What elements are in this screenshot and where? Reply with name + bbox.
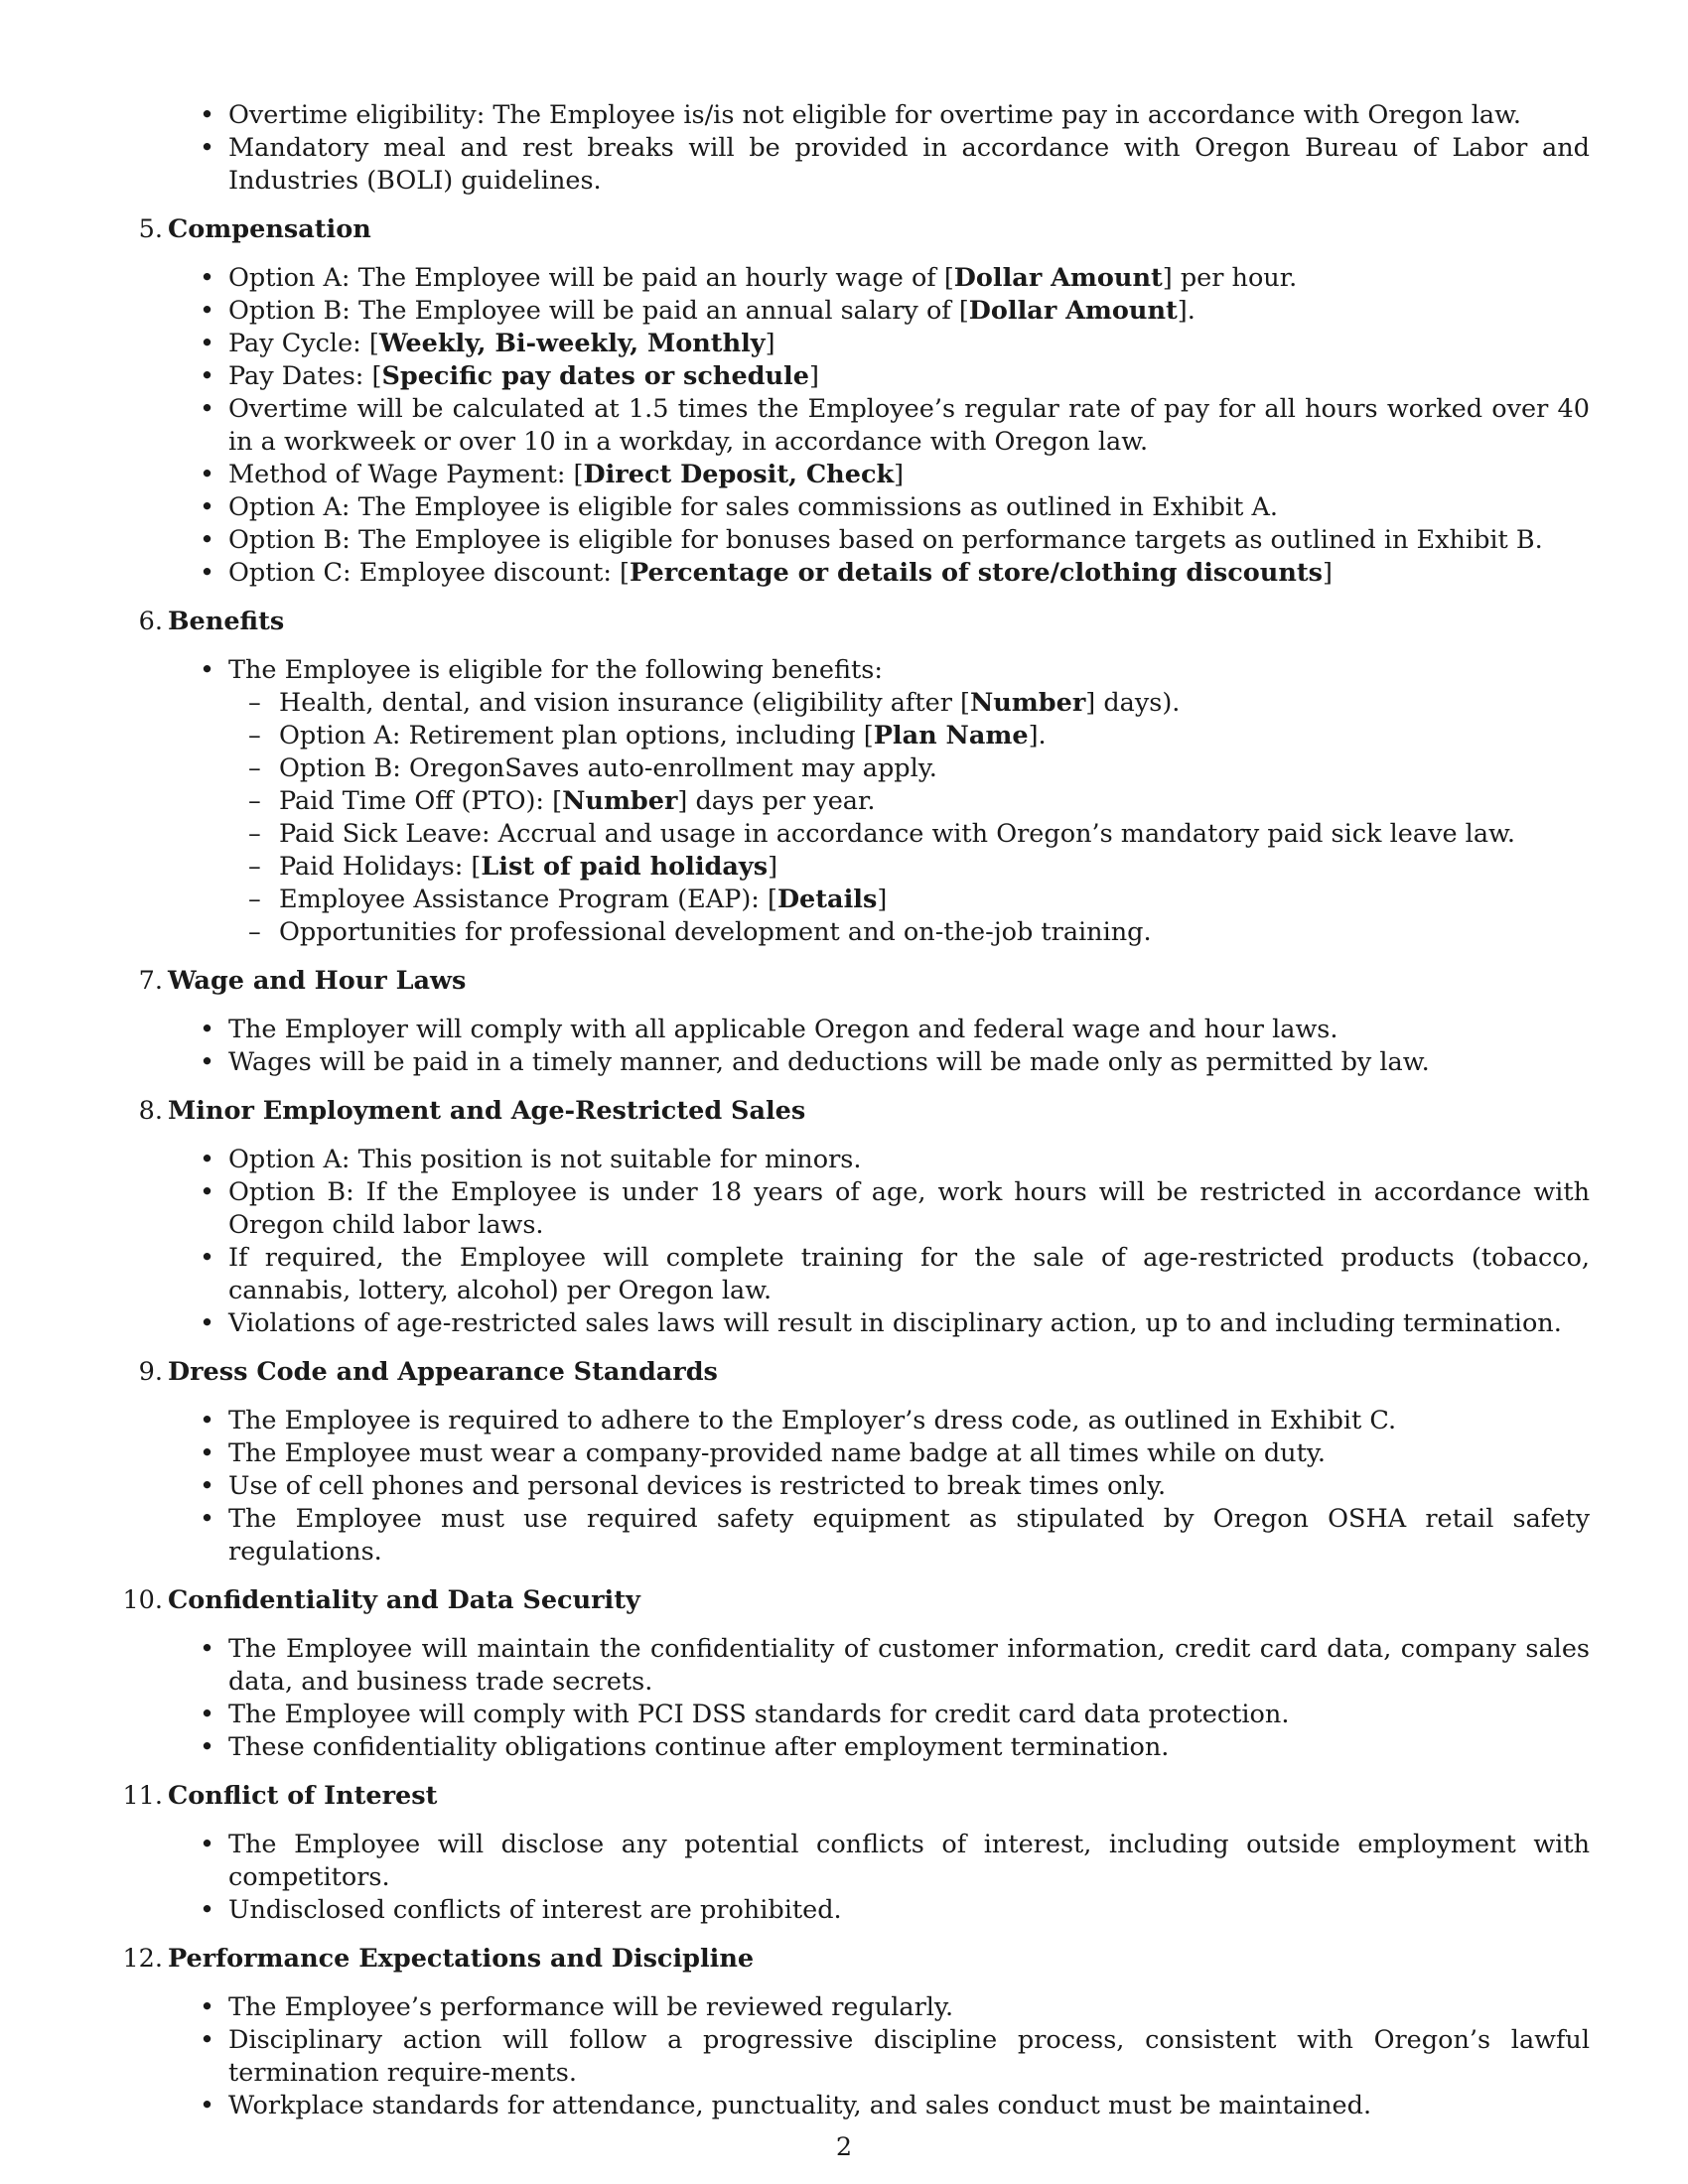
bullet-icon: • xyxy=(200,1992,215,2022)
section-list xyxy=(168,262,1590,590)
bullet-icon: • xyxy=(200,1406,215,1435)
section-heading xyxy=(138,606,1590,638)
bullet-icon: • xyxy=(200,1438,215,1468)
list-item: • The Employee will comply with PCI DSS standards for credit card data protection. xyxy=(200,1700,1290,1729)
bullet-icon: • xyxy=(200,2091,215,2120)
section-number: 8. xyxy=(138,1096,163,1126)
sublist-item: – Option A: Retirement plan options, including [Plan Name]. xyxy=(248,721,1047,751)
list-item: • The Employee must use required safety equipment as stipulated by Oregon OSHA retail safety regulations. xyxy=(200,1504,1590,1567)
benefits-sublist xyxy=(228,687,1590,949)
section-heading xyxy=(138,965,1590,998)
section-number: 9. xyxy=(138,1357,163,1387)
section-confidentiality xyxy=(122,1584,1590,1764)
dash-icon: – xyxy=(248,819,261,849)
bullet-icon: • xyxy=(200,2025,215,2055)
list-item: • The Employee will maintain the confidentiality of customer information, credit card data, company sales data, and business trade secrets. xyxy=(200,1634,1590,1697)
list-item: • The Employee is eligible for the following benefits: – Health, dental, and vision insurance (eligibility after [Number] days). – Option A: Retirement plan options, including [Plan Name]. – Option B: OregonSaves auto-enrollment may apply. – Paid Time Off (PTO): [Number] days per year. – Paid Sick Leave: Accrual and usage in accordance with Oregon’s mandatory paid sick leave law. – Paid Holidays: [List of paid holidays] – Employee Assistance Program (EAP): [Details] – Opportunities for professional development and on-the-job training. xyxy=(168,654,1590,949)
list-item: • Pay Dates: [Specific pay dates or schedule] xyxy=(200,361,819,391)
section-list xyxy=(168,1633,1590,1764)
section-heading xyxy=(138,1356,1590,1389)
dash-icon: – xyxy=(248,753,261,783)
bullet-icon: • xyxy=(200,100,215,130)
list-item: • The Employee is required to adhere to the Employer’s dress code, as outlined in Exhibit C. xyxy=(200,1406,1397,1435)
section-number: 6. xyxy=(138,607,163,636)
section-minor-employment xyxy=(138,1095,1590,1340)
page-number: 2 xyxy=(835,2132,853,2162)
dash-icon: – xyxy=(248,917,261,947)
list-item: • The Employee will disclose any potential conflicts of interest, including outside employment with competitors. xyxy=(200,1830,1590,1892)
list-item: • Wages will be paid in a timely manner, and deductions will be made only as permitted by law. xyxy=(200,1047,1430,1077)
bullet-icon: • xyxy=(200,1047,215,1077)
list-item: • If required, the Employee will complete training for the sale of age-restricted products (tobacco, cannabis, lottery, alcohol) per Oregon law. xyxy=(200,1243,1590,1305)
section-title: Conflict of Interest xyxy=(168,1781,438,1811)
sublist-item: – Paid Sick Leave: Accrual and usage in accordance with Oregon’s mandatory paid sick leave law. xyxy=(248,819,1515,849)
sublist-item: – Paid Time Off (PTO): [Number] days per year. xyxy=(248,786,876,816)
list-item xyxy=(168,132,1590,198)
list-item: • Disciplinary action will follow a progressive discipline process, consistent with Oregon’s lawful termination require-ments. xyxy=(200,2025,1590,2088)
document-body xyxy=(122,99,1590,2122)
dash-icon: – xyxy=(248,688,261,718)
section-title: Performance Expectations and Discipline xyxy=(168,1944,755,1974)
list-item: • These confidentiality obligations continue after employment termination. xyxy=(200,1732,1170,1762)
sublist-item: – Paid Holidays: [List of paid holidays] xyxy=(248,852,778,882)
list-item: • Undisclosed conflicts of interest are prohibited. xyxy=(200,1895,842,1925)
section-title: Compensation xyxy=(168,214,371,244)
item-text: Overtime eligibility: The Employee is/is not eligible for overtime pay in accordance with Oregon law. xyxy=(228,100,1521,130)
section-title: Wage and Hour Laws xyxy=(168,966,467,996)
list-item: • Workplace standards for attendance, punctuality, and sales conduct must be maintained. xyxy=(200,2091,1372,2120)
bullet-icon: • xyxy=(200,1015,215,1044)
list-item xyxy=(168,99,1590,132)
bullet-icon: • xyxy=(200,329,215,358)
section-title: Benefits xyxy=(168,607,285,636)
dash-icon: – xyxy=(248,721,261,751)
section-list xyxy=(168,654,1590,949)
list-item: • Violations of age-restricted sales laws will result in disciplinary action, up to and including termination. xyxy=(200,1308,1562,1338)
section-compensation xyxy=(138,213,1590,590)
section-list xyxy=(168,1829,1590,1927)
section-title: Confidentiality and Data Security xyxy=(168,1585,640,1615)
section-wage-and-hour xyxy=(138,965,1590,1079)
bullet-icon: • xyxy=(200,1634,215,1664)
intro-list xyxy=(168,99,1590,198)
section-number: 7. xyxy=(138,966,163,996)
list-item: • Option B: If the Employee is under 18 years of age, work hours will be restricted in accordance with Oregon child labor laws. xyxy=(200,1177,1590,1240)
bullet-icon: • xyxy=(200,460,215,489)
bullet-icon: • xyxy=(200,1308,215,1338)
bullet-icon: • xyxy=(200,1243,215,1273)
list-item: • The Employee must wear a company-provided name badge at all times while on duty. xyxy=(200,1438,1326,1468)
sublist-item: – Employee Assistance Program (EAP): [Details] xyxy=(248,885,888,914)
list-item: • Option C: Employee discount: [Percentage or details of store/clothing discounts] xyxy=(200,558,1333,588)
bullet-icon: • xyxy=(200,1504,215,1534)
sublist-item: – Health, dental, and vision insurance (eligibility after [Number] days). xyxy=(248,688,1181,718)
bullet-icon: • xyxy=(200,1177,215,1207)
section-benefits xyxy=(138,606,1590,949)
sublist-item: – Opportunities for professional development and on-the-job training. xyxy=(248,917,1152,947)
section-list xyxy=(168,1405,1590,1569)
section-dress-code xyxy=(138,1356,1590,1569)
section-heading xyxy=(122,1584,1590,1617)
bullet-icon: • xyxy=(200,1471,215,1501)
section-list xyxy=(168,1991,1590,2122)
list-item: • Overtime will be calculated at 1.5 times the Employee’s regular rate of pay for all hours worked over 40 in a workweek or over 10 in a workday, in accordance with Oregon law. xyxy=(200,394,1590,457)
list-item: • Option A: This position is not suitable for minors. xyxy=(200,1145,862,1174)
bullet-icon: • xyxy=(200,1700,215,1729)
list-item: • Option A: The Employee will be paid an hourly wage of [Dollar Amount] per hour. xyxy=(200,263,1298,293)
list-item: • Option B: The Employee will be paid an annual salary of [Dollar Amount]. xyxy=(200,296,1196,326)
list-item: • Option B: The Employee is eligible for bonuses based on performance targets as outlined in Exhibit B. xyxy=(200,525,1543,555)
list-item: • Pay Cycle: [Weekly, Bi-weekly, Monthly] xyxy=(200,329,775,358)
bullet-icon: • xyxy=(200,1830,215,1859)
section-number: 5. xyxy=(138,214,163,244)
section-heading xyxy=(122,1780,1590,1813)
sublist-item: – Option B: OregonSaves auto-enrollment may apply. xyxy=(248,753,937,783)
section-number: 12. xyxy=(122,1944,163,1974)
section-list xyxy=(168,1014,1590,1079)
list-item: • Method of Wage Payment: [Direct Deposit, Check] xyxy=(200,460,905,489)
bullet-icon: • xyxy=(200,296,215,326)
section-title: Dress Code and Appearance Standards xyxy=(168,1357,718,1387)
bullet-icon: • xyxy=(200,492,215,522)
section-heading xyxy=(138,213,1590,246)
bullet-icon: • xyxy=(200,263,215,293)
bullet-icon: • xyxy=(200,1145,215,1174)
list-item: • Use of cell phones and personal devices is restricted to break times only. xyxy=(200,1471,1167,1501)
section-heading xyxy=(138,1095,1590,1128)
bullet-icon: • xyxy=(200,1895,215,1925)
bullet-icon: • xyxy=(200,525,215,555)
bullet-icon: • xyxy=(200,1732,215,1762)
section-title: Minor Employment and Age-Restricted Sales xyxy=(168,1096,806,1126)
section-heading xyxy=(122,1943,1590,1976)
bullet-icon: • xyxy=(200,361,215,391)
bullet-icon: • xyxy=(200,655,215,685)
bullet-icon: • xyxy=(200,558,215,588)
bullet-icon: • xyxy=(200,394,215,424)
dash-icon: – xyxy=(248,885,261,914)
dash-icon: – xyxy=(248,852,261,882)
section-performance xyxy=(122,1943,1590,2122)
list-item: • Option A: The Employee is eligible for sales commissions as outlined in Exhibit A. xyxy=(200,492,1279,522)
bullet-icon: • xyxy=(200,133,215,163)
section-list xyxy=(168,1144,1590,1340)
dash-icon: – xyxy=(248,786,261,816)
list-item: • The Employer will comply with all applicable Oregon and federal wage and hour laws. xyxy=(200,1015,1338,1044)
list-item: • The Employee’s performance will be reviewed regularly. xyxy=(200,1992,954,2022)
section-number: 11. xyxy=(122,1781,163,1811)
section-number: 10. xyxy=(122,1585,163,1615)
section-conflict-of-interest xyxy=(122,1780,1590,1927)
item-text: Mandatory meal and rest breaks will be provided in accordance with Oregon Bureau of Labor and Industries (BOLI) guidelines. xyxy=(228,133,1590,196)
